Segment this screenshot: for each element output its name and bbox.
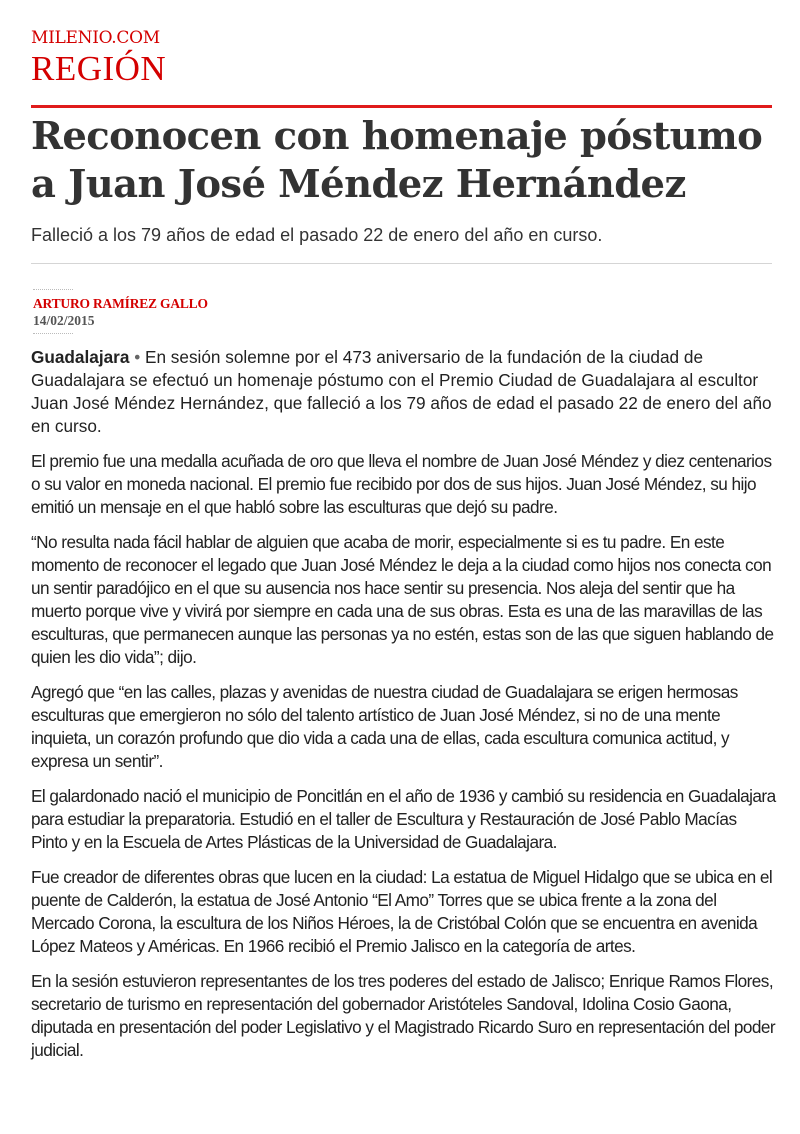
article-body	[31, 346, 776, 1074]
dateline-bullet: •	[134, 347, 141, 367]
article-paragraph: El premio fue una medalla acuñada de oro que lleva el nombre de Juan José Méndez y diez centenarios o su valor en moneda nacional. El premio fue recibido por dos de sus hijos. Juan José Méndez, su hijo emitió un mensaje en el que habló sobre las esculturas que dejó su padre.	[31, 451, 772, 517]
lead-text: En sesión solemne por el 473 aniversario de la fundación de la ciudad de Guadalajara se efectuó un homenaje póstumo con el Premio Ciudad de Guadalajara al escultor Juan José Méndez Hernández, que falleció a los 79 años de edad el pasado 22 de enero del año en curso.	[31, 347, 772, 436]
site-logo-text[interactable]: MILENIO.COM	[31, 28, 160, 48]
site-brand[interactable]	[31, 28, 166, 88]
byline-divider-bottom	[33, 333, 73, 334]
article-paragraph: “No resulta nada fácil hablar de alguien que acaba de morir, especialmente si es tu padre. En este momento de reconocer el legado que Juan José Méndez le deja a la ciudad como hijos nos conecta con un sentir paradójico en el que su ausencia nos hace sentir su presencia. Nos aleja del sentir que ha muerto porque vive y vivirá por siempre en cada una de sus obras. Esta es una de las maravillas de las esculturas, que permanecen aunque las personas ya no estén, estas son de las que siguen hablando de quien les dio vida”; dijo.	[31, 532, 774, 667]
dateline: Guadalajara	[31, 347, 130, 367]
article-lead-paragraph	[31, 346, 776, 438]
article-paragraph: En la sesión estuvieron representantes de los tres poderes del estado de Jalisco; Enrique Ramos Flores, secretario de turismo en representación del gobernador Aristóteles Sandoval, Idolina Cosio Gaona, diputada en presentación del poder Legislativo y el Magistrado Ricardo Suro en representación del poder judicial.	[31, 971, 776, 1060]
article-date: 14/02/2015	[33, 313, 95, 328]
article-paragraph: El galardonado nació el municipio de Poncitlán en el año de 1936 y cambió su residencia en Guadalajara para estudiar la preparatoria. Estudió en el taller de Escultura y Restauración de José Pablo Macías Pinto y en la Escuela de Artes Plásticas de la Universidad de Guadalajara.	[31, 786, 776, 852]
header-divider	[31, 105, 772, 108]
article-paragraph: Fue creador de diferentes obras que lucen en la ciudad: La estatua de Miguel Hidalgo que se ubica en el puente de Calderón, la estatua de José Antonio “El Amo” Torres que se ubica frente a la zona del Mercado Corona, la escultura de los Niños Héroes, la de Cristóbal Colón que se encuentra en avenida López Mateos y Américas. En 1966 recibió el Premio Jalisco en la categoría de artes.	[31, 867, 773, 956]
article-title: Reconocen con homenaje póstumo a Juan José Méndez Hernández	[31, 114, 763, 207]
article-subtitle: Falleció a los 79 años de edad el pasado 22 de enero del año en curso.	[31, 225, 603, 245]
subtitle-divider	[31, 263, 772, 264]
article-author[interactable]: ARTURO RAMÍREZ GALLO	[33, 296, 208, 311]
article-paragraph: Agregó que “en las calles, plazas y avenidas de nuestra ciudad de Guadalajara se erigen hermosas esculturas que emergieron no sólo del talento artístico de Juan José Méndez, si no de una mente inquieta, un corazón profundo que dio vida a cada una de ellas, cada escultura comunica actitud, y expresa un sentir”.	[31, 682, 738, 771]
section-label[interactable]: REGIÓN	[31, 49, 167, 88]
byline-divider-top	[33, 289, 73, 290]
